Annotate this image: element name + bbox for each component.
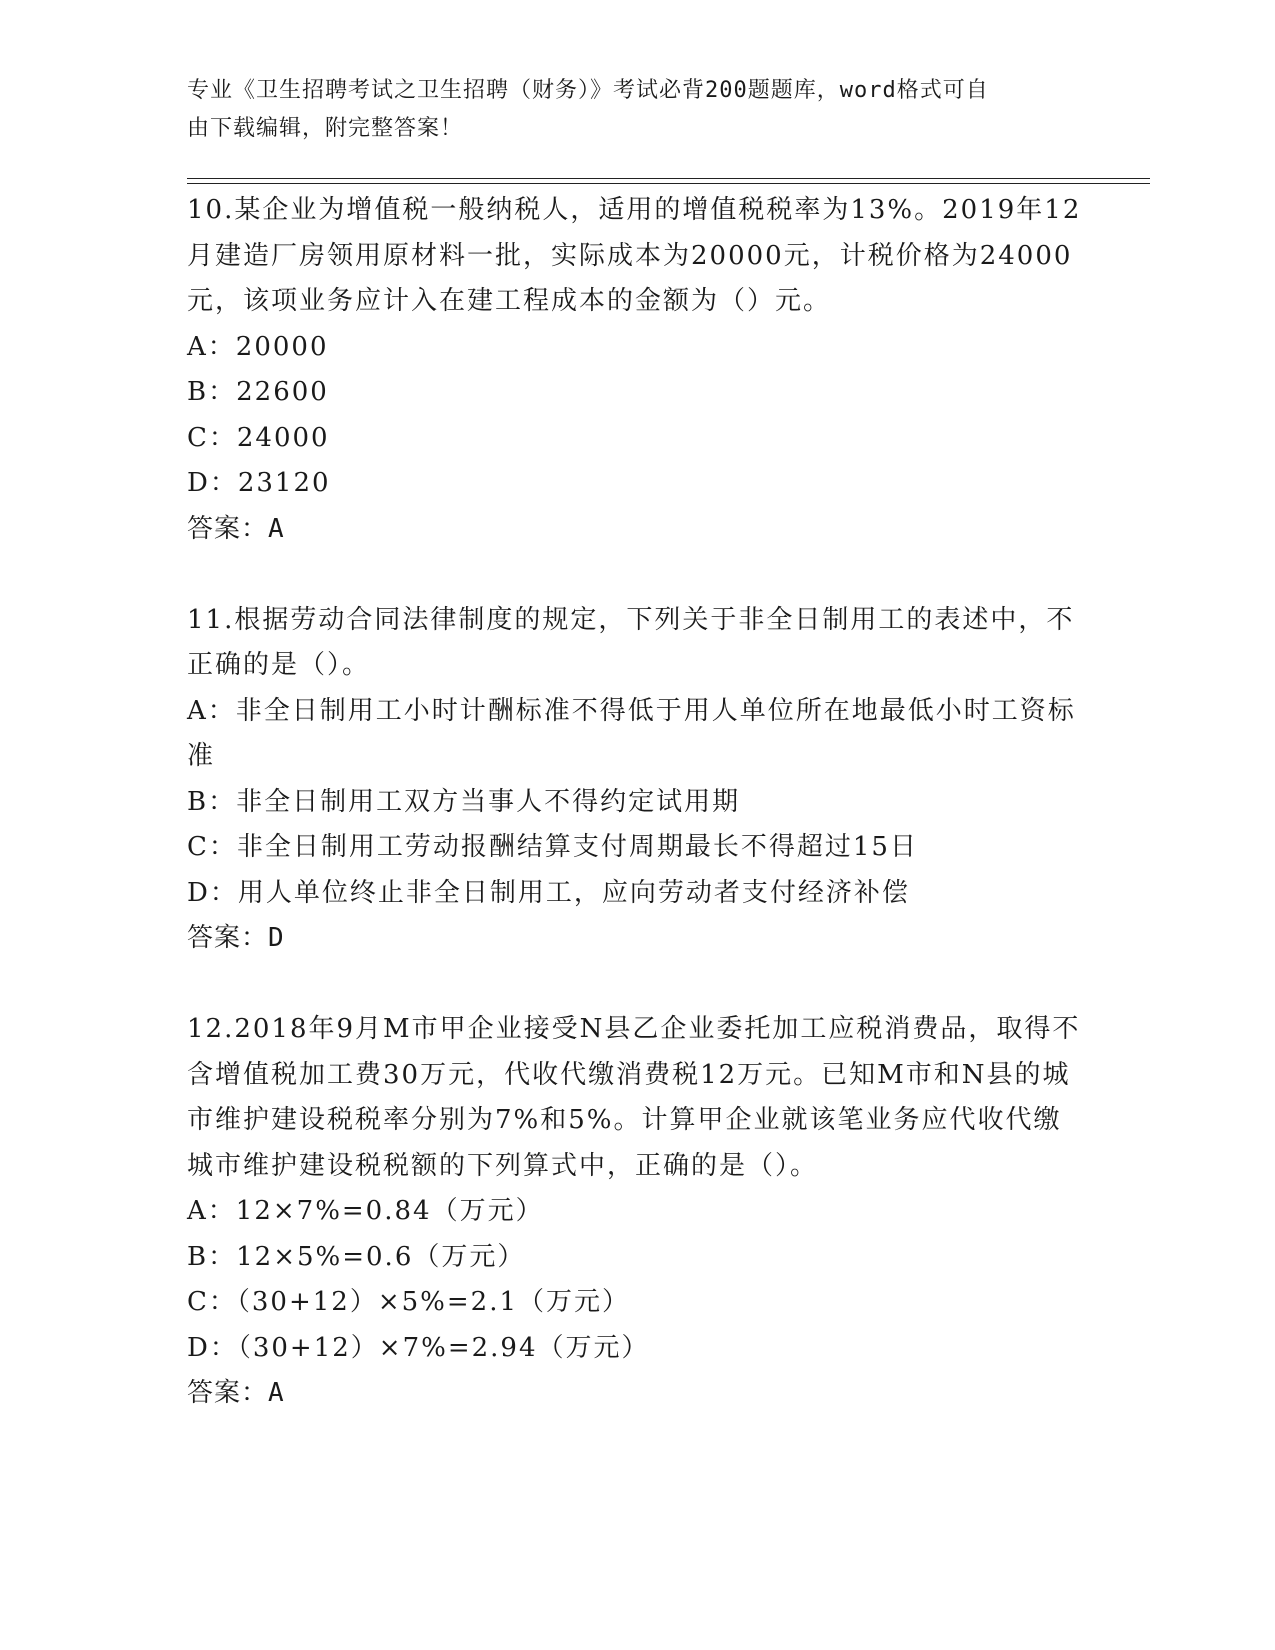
- option-c: C：24000: [187, 422, 330, 453]
- question-stem: 10.某企业为增值税一般纳税人，适用的增值税税率为13%。2019年12月建造厂房领用原材料一批，实际成本为20000元，计税价格为24000元，该项业务应计入在建工程成本的金额为（）元。: [187, 195, 1082, 316]
- option-a: A：非全日制用工小时计酬标准不得低于用人单位所在地最低小时工资标准: [187, 695, 1076, 771]
- question-11: [187, 598, 1087, 962]
- header-divider-bottom: [187, 183, 1150, 184]
- option-a: A：12×7%=0.84（万元）: [187, 1196, 544, 1226]
- option-d: D：用人单位终止非全日制用工，应向劳动者支付经济补偿: [187, 877, 910, 908]
- header-divider-top: [187, 178, 1150, 179]
- option-b: B：22600: [187, 377, 329, 407]
- option-d: D：（30+12）×7%=2.94（万元）: [187, 1332, 650, 1363]
- document-header: [187, 72, 1067, 148]
- option-b: B：非全日制用工双方当事人不得约定试用期: [187, 786, 741, 817]
- question-stem: 12.2018年9月M市甲企业接受N县乙企业委托加工应税消费品，取得不含增值税加工费30万元，代收代缴消费税12万元。已知M市和N县的城市维护建设税税率分别为7%和5%。计算甲企业就该笔业务应代收代缴城市维护建设税税额的下列算式中，正确的是（）。: [187, 1014, 1081, 1181]
- question-stem: 11.根据劳动合同法律制度的规定，下列关于非全日制用工的表述中，不正确的是（）。: [187, 604, 1075, 680]
- question-12: [187, 1007, 1087, 1417]
- answer: 答案：D: [187, 923, 285, 953]
- option-b: B：12×5%=0.6（万元）: [187, 1241, 526, 1272]
- option-a: A：20000: [187, 331, 329, 362]
- question-10: [187, 188, 1087, 552]
- option-d: D：23120: [187, 468, 331, 498]
- answer: 答案：A: [187, 513, 285, 544]
- option-c: C：非全日制用工劳动报酬结算支付周期最长不得超过15日: [187, 832, 918, 862]
- header-line-1: 专业《卫生招聘考试之卫生招聘（财务）》考试必背200题题库，word格式可自: [187, 78, 989, 103]
- header-line-2: 由下载编辑，附完整答案！: [187, 116, 464, 141]
- answer: 答案：A: [187, 1378, 285, 1408]
- option-c: C：（30+12）×5%=2.1（万元）: [187, 1287, 631, 1317]
- question-list: [187, 188, 1087, 1462]
